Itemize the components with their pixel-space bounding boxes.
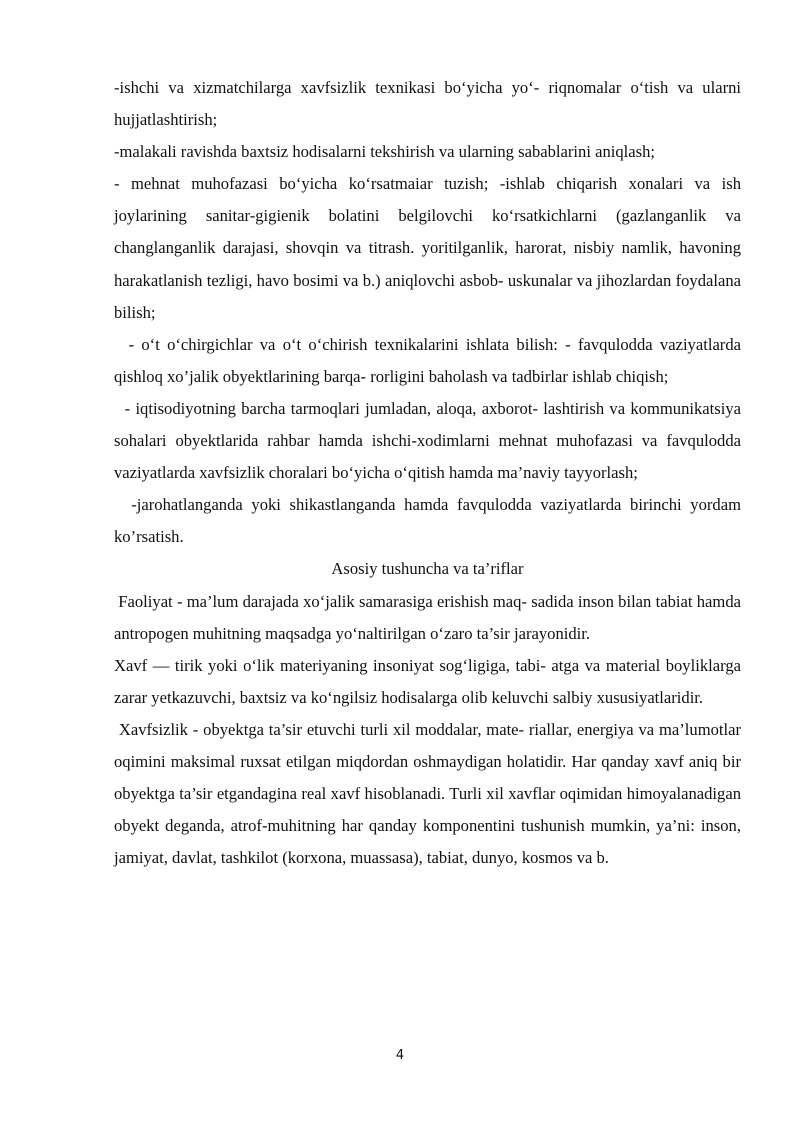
page-number: 4 — [395, 1048, 405, 1063]
paragraph-first-aid: -jarohatlanganda yoki shikastlanganda hamda favqulodda vaziyatlarda birinchi yordam ko’rsatish. — [114, 495, 746, 547]
paragraph-fire-extinguishing: - o‘t o‘chirgichlar va o‘t o‘chirish texnikalarini ishlata bilish: - favqulodda vaziyatlarda qishloq xo’jalik obyektlarining barqa- rorligini baholash va tadbirlar ishlab chiqish; — [114, 334, 746, 386]
paragraph-xavf-definition: Xavf — tirik yoki o‘lik materiyaning insoniyat sog‘ligiga, tabi- atga va material boyliklarga zarar yetkazuvchi, baxtsiz va ko‘ngilsiz hodisalarga olib keluvchi salbiy xususiyatlaridir. — [114, 655, 741, 707]
paragraph-sanitary-indicators: - mehnat muhofazasi bo‘yicha ko‘rsatmaiar tuzish; -ishlab chiqarish xonalari va ish joylarining sanitar-gigienik bolatini belgilovchi ko‘rsatkichlarni (gazlanganlik va changlanganlik darajasi, shovqin va titrash. yoritilganlik, harorat, nisbiy namlik, havoning harakatlanish tezligi, havo bosimi va b.) aniqlovchi asbob- uskunalar va jihozlardan foydalana bilish; — [114, 174, 741, 322]
paragraph-instruction-documentation: -ishchi va xizmatchilarga xavfsizlik texnikasi bo‘yicha yo‘- riqnomalar o‘tish va ularni hujjatlashtirish; — [114, 78, 741, 130]
section-heading: Asosiy tushuncha va ta’riflar — [331, 559, 524, 579]
paragraph-faoliyat-definition: Faoliyat - ma’lum darajada xo‘jalik samarasiga erishish maq- sadida inson bilan tabiat hamda antropogen muhitning maqsadga yo‘naltirilgan o‘zaro ta’sir jarayonidir. — [114, 591, 746, 643]
document-page — [114, 72, 746, 874]
paragraph-xavfsizlik-definition: Xavfsizlik - obyektga ta’sir etuvchi turli xil moddalar, mate- riallar, energiya va ma’lumotlar oqimini maksimal ruxsat etilgan miqdordan oshmaydigan holatidir. Har qanday xavf aniq bir obyektga ta’sir etgandagina real xavf hisoblanadi. Turli xil xavflar oqimidan himoyalanadigan obyekt deganda, atrof-muhitning har qanday komponentini tushunish mumkin, ya’ni: inson, jamiyat, davlat, tashkilot (korxona, muassasa), tabiat, dunyo, kosmos va b. — [114, 719, 746, 868]
paragraph-training-staff: - iqtisodiyotning barcha tarmoqlari jumladan, aloqa, axborot- lashtirish va kommunikatsiya sohalari obyektlarida rahbar hamda ishchi-xodimlarni mehnat muhofazasi va favqulodda vaziyatlarda xavfsizlik choralari bo‘yicha o‘qitish hamda ma’naviy tayyorlash; — [114, 398, 746, 483]
paragraph-accident-investigation: -malakali ravishda baxtsiz hodisalarni tekshirish va ularning sabablarini aniqlash; — [114, 142, 655, 162]
